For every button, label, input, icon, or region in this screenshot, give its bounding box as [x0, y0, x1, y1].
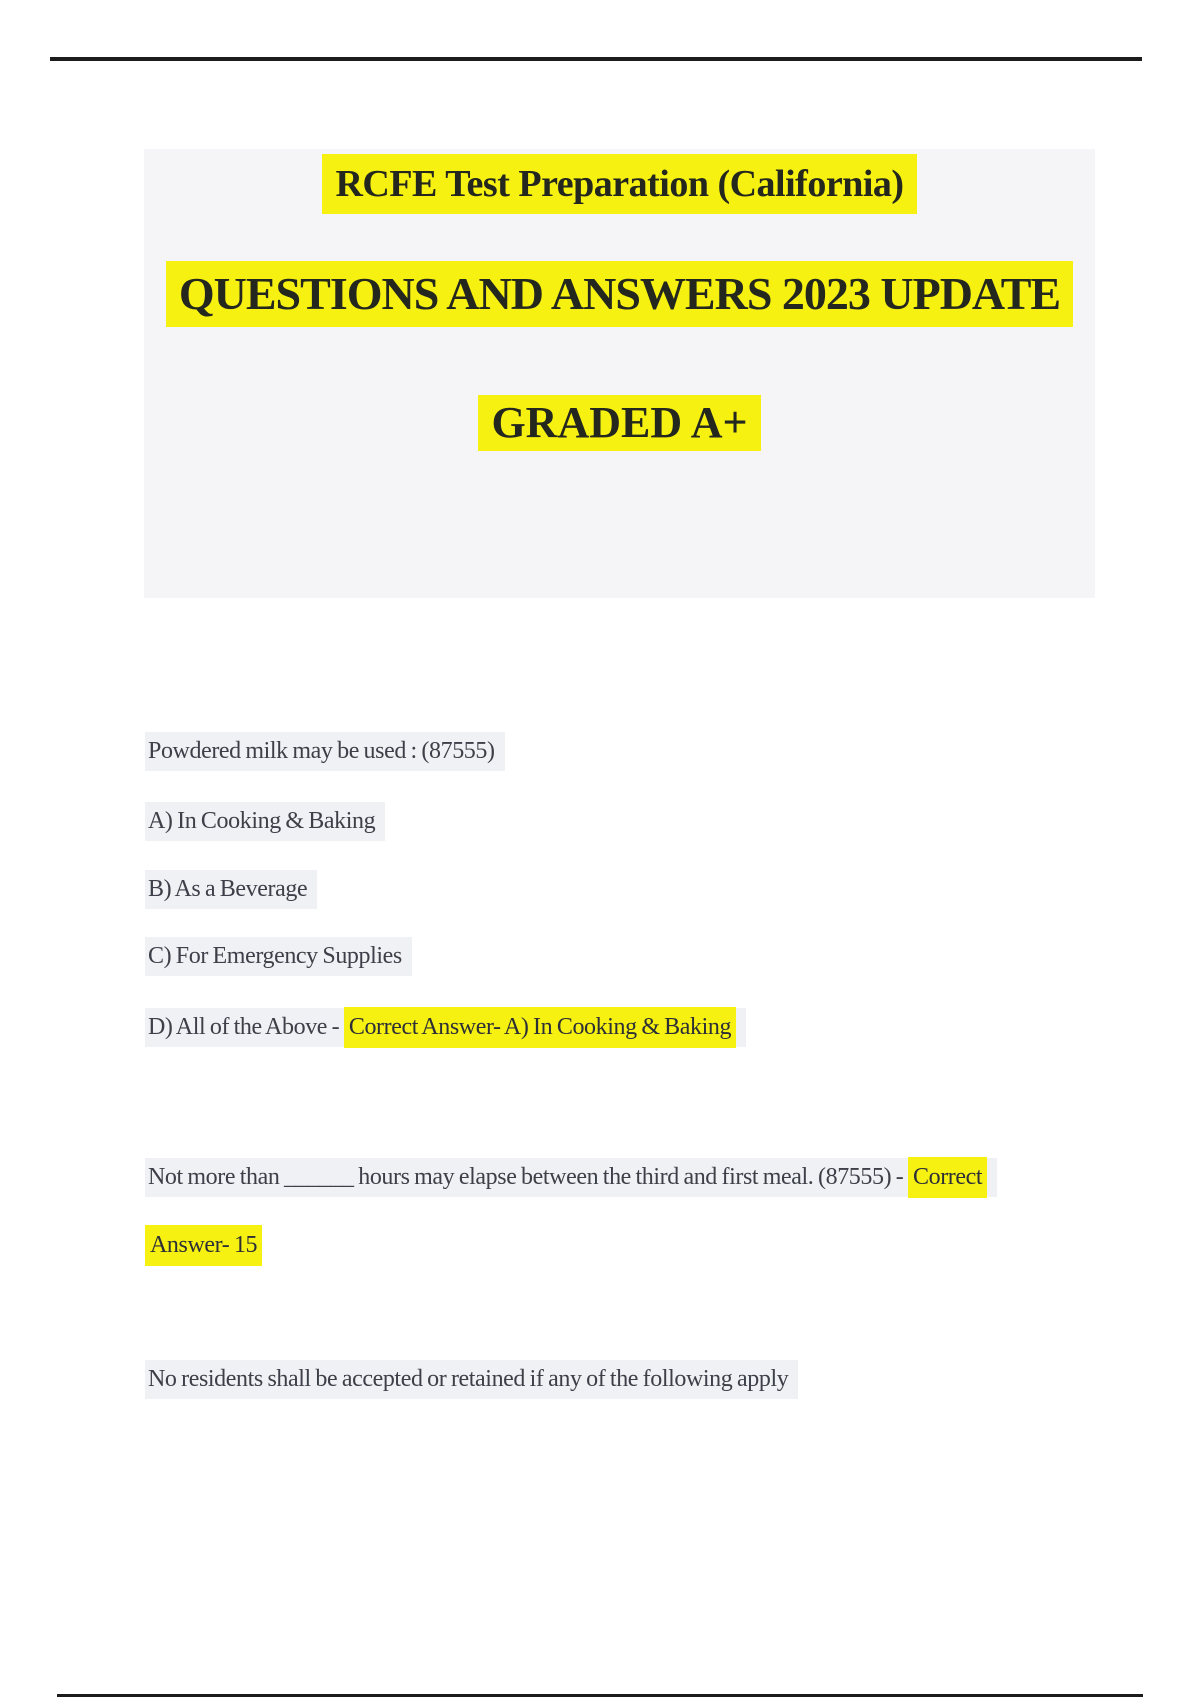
bottom-rule-divider [57, 1694, 1143, 1697]
question-2-prompt-text [145, 1158, 997, 1197]
question-1-prompt-text: Powdered milk may be used : (87555) [145, 732, 505, 771]
question-1-option-b-text: B) As a Beverage [145, 870, 317, 909]
top-rule-divider [50, 57, 1142, 61]
title-line-1 [144, 154, 1095, 214]
title-line-3-highlight: GRADED A+ [478, 395, 760, 451]
question-1-correct-answer-highlight: Correct Answer- A) In Cooking & Baking [344, 1007, 736, 1048]
question-1-option-a-text: A) In Cooking & Baking [145, 802, 385, 841]
question-1-option-d [145, 1010, 746, 1044]
title-line-2 [144, 261, 1095, 327]
question-3-prompt [145, 1362, 798, 1396]
question-2-prompt [145, 1160, 997, 1194]
question-2-prompt-prefix: Not more than ______ hours may elapse between the third and first meal. (87555) - [148, 1164, 908, 1190]
question-1-option-c [145, 939, 412, 973]
title-box [144, 149, 1095, 598]
question-1-option-c-text: C) For Emergency Supplies [145, 937, 412, 976]
question-1-option-a [145, 804, 385, 838]
question-1-option-d-text [145, 1008, 746, 1047]
title-line-3 [144, 395, 1095, 451]
question-2-correct-highlight-part2: Answer- 15 [145, 1225, 262, 1266]
question-3-prompt-text: No residents shall be accepted or retained if any of the following apply [145, 1360, 798, 1399]
question-1-prompt [145, 734, 505, 768]
question-2-answer-line [145, 1228, 262, 1262]
question-1-option-b [145, 872, 317, 906]
title-line-1-highlight: RCFE Test Preparation (California) [322, 154, 916, 214]
title-line-2-highlight: QUESTIONS AND ANSWERS 2023 UPDATE [166, 261, 1073, 327]
question-2-correct-highlight-part1: Correct [908, 1157, 987, 1198]
question-1-option-d-prefix: D) All of the Above - [148, 1014, 344, 1040]
